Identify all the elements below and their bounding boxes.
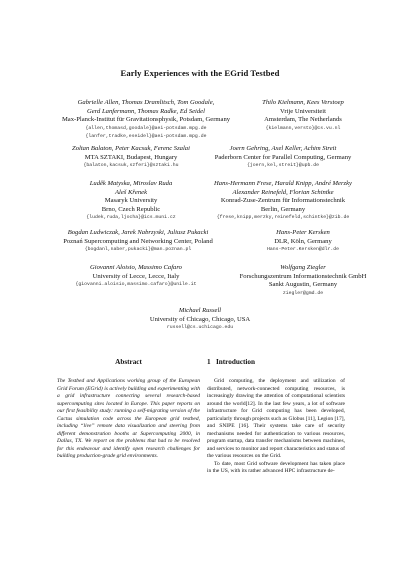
paragraph: To date, most Grid software development has taken place in the US, with its rather advanced HPC infrastructure de- [207, 460, 345, 474]
institution: Berlin, Germany [260, 205, 306, 213]
author-names: Wolfgang Ziegler [280, 264, 326, 271]
paragraph: Grid computing, the deployment and utilization of distributed, network-connected computing resources, is increasingly drawing the attention of computational scientists around the world[12]. In the last few years, a lot of software infrastructure for Grid computing has been developed, particularly through projects such as Globus [11], Legion [17], and SNIPE [16]. Their systems take care of security mechanisms needed for authentication to various resources, program startup, data transfer mechanisms between machines, and services to monitor and report characteristics and status of the various resources on the Grid. [207, 378, 345, 459]
institution: Sankt Augustin, Germany [268, 281, 338, 289]
author-names: Thilo Kielmann, Kees Verstoep [262, 99, 344, 106]
author-names: Hans-Hermann Frese, Harald Knipp, André Merzky [214, 180, 352, 187]
affiliation-block [240, 99, 366, 133]
author-names: Joern Gehring, Axel Keller, Achim Streit [229, 145, 337, 152]
affiliation-block [196, 145, 370, 171]
institution: Vrije Universiteit [280, 107, 326, 115]
affiliation-block [196, 180, 370, 223]
affiliation-block [56, 180, 206, 223]
email[interactable]: {ludek,ruda,ljocha}@ics.muni.cz [86, 215, 176, 221]
email[interactable]: {giovanni.aloisio,massimo.cafaro}@unile.it [75, 282, 197, 288]
author-names: Luděk Matyska, Miroslav Ruda [89, 180, 173, 187]
email[interactable]: {frese,knipp,merzky,reinefeld,schintke}@zib.de [216, 215, 350, 221]
affiliation-block [240, 229, 366, 255]
affiliation-block [40, 229, 236, 255]
paper-title: Early Experiences with the EGrid Testbed [120, 68, 280, 78]
institution: University of Chicago, Chicago, USA [149, 315, 251, 323]
email[interactable]: {bogdanl,naber,pukacki}@man.poznan.pl [84, 247, 192, 253]
email[interactable]: Hans-Peter.Kersken@dlr.de [267, 247, 339, 253]
institution: Amsterdam, The Netherlands [264, 116, 342, 124]
email[interactable]: russell@cs.uchicago.edu [166, 325, 234, 331]
introduction-body [207, 378, 345, 476]
email[interactable]: {balaton,kacsuk,szferi}@sztaki.hu [83, 163, 179, 169]
email[interactable]: {allen,thomasd,goodale}@aei-potsdam.mpg.de [85, 125, 207, 131]
affiliation-block [225, 264, 381, 298]
affiliation-block [56, 145, 206, 171]
institution: Konrad-Zuse-Zentrum für Informationstechnik [220, 197, 346, 205]
introduction-heading: 1 Introduction [207, 358, 255, 366]
institution: Poznań Supercomputing and Networking Center, Poland [63, 237, 213, 245]
institution: DLR, Köln, Germany [274, 237, 332, 245]
affiliation-block [56, 99, 236, 142]
author-names: Aleš Křenek [114, 188, 148, 196]
abstract-heading: Abstract [115, 358, 142, 366]
author-names: Michael Russell [178, 307, 222, 314]
institution: Masaryk University [104, 197, 158, 205]
author-names: Zoltan Balaton, Peter Kacsuk, Ferenc Szalai [72, 145, 190, 152]
email[interactable]: {lanfer,tradke,eseidel}@aei-potsdam.mpg.de [85, 134, 207, 140]
institution: MTA SZTAKI, Budapest, Hungary [84, 153, 178, 161]
institution: Paderborn Center for Parallel Computing, Germany [214, 153, 352, 161]
author-names: Hans-Peter Kersken [276, 229, 330, 236]
author-names: Bogdan Ludwiczak, Jarek Nabrzyski, Juliusz Pukacki [67, 229, 209, 236]
abstract-body: The Testbed and Applications working group of the European Grid Forum (EGrid) is actively building and experimenting with a grid infrastructure connecting several research-based supercomputing sites located in Europe. This paper reports on our first feasibility study: running a self-migrating version of the Cactus simulation code across the European grid testbed, including “live” remote data visualization and steering from different demonstration booths at Supercomputing 2000, in Dallas, TX. We report on the problems that had to be resolved for this endeavour and identify open research challenges for building production-grade grid environments. [57, 378, 200, 459]
institution: Max-Planck-Institut für Gravitationsphysik, Potsdam, Germany [61, 116, 231, 124]
author-names: Gerd Lanfermann, Thomas Radke, Ed Seidel [87, 107, 205, 115]
institution: Forschungszentrum Informationstechnik GmbH [239, 272, 367, 280]
institution: University of Lecce, Lecce, Italy [92, 272, 180, 280]
author-names: Giovanni Aloisio, Massimo Cafaro [90, 264, 182, 271]
institution: Brno, Czech Republic [101, 205, 161, 213]
affiliation-block [46, 264, 226, 290]
author-names: Gabrielle Allen, Thomas Dramlitsch, Tom Goodale, [77, 99, 215, 106]
affiliation-block [120, 307, 280, 333]
email[interactable]: ziegler@gmd.de [282, 290, 324, 296]
author-names: Alexander Reinefeld, Florian Schintke [232, 188, 334, 196]
email[interactable]: {kielmann,versto}@cs.vu.nl [265, 125, 341, 131]
email[interactable]: {joern,kel,streit}@upb.de [247, 163, 319, 169]
